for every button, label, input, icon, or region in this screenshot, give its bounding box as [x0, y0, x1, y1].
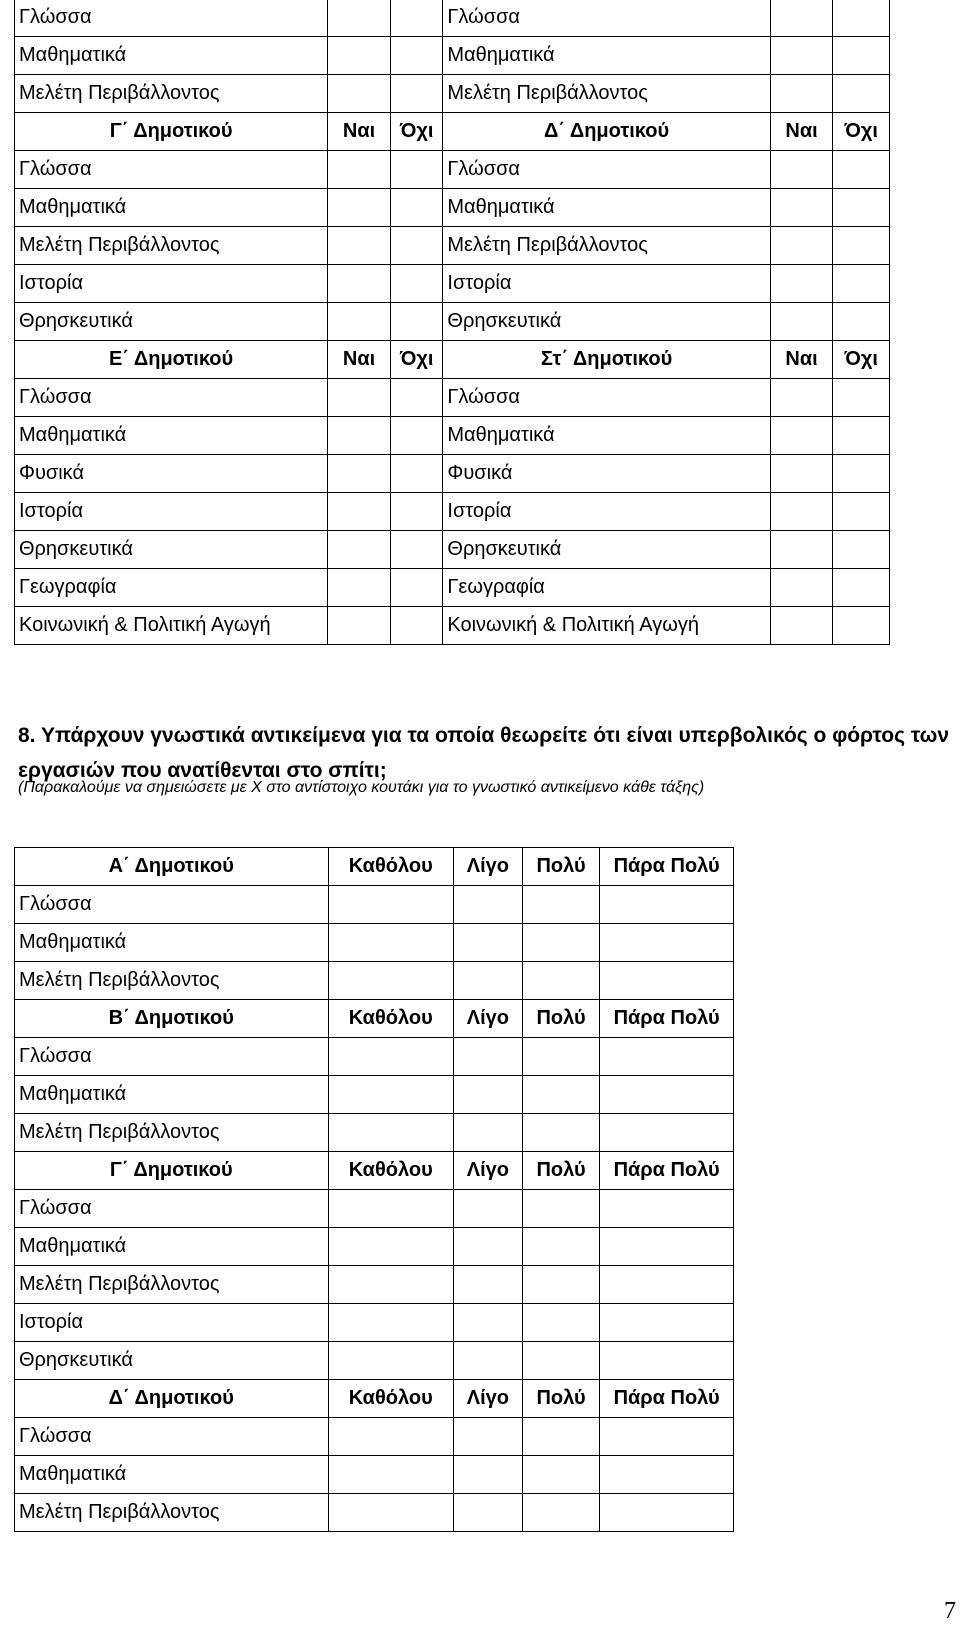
no-checkbox-cell[interactable]	[833, 455, 890, 493]
no-checkbox-cell[interactable]	[390, 531, 443, 569]
yes-checkbox-cell[interactable]	[770, 75, 833, 113]
rating-checkbox-cell[interactable]	[600, 1114, 734, 1152]
no-checkbox-cell[interactable]	[833, 0, 890, 37]
subject-label: Κοινωνική & Πολιτική Αγωγή	[15, 607, 328, 645]
rating-checkbox-cell[interactable]	[522, 1418, 599, 1456]
yes-checkbox-cell[interactable]	[770, 265, 833, 303]
rating-checkbox-cell[interactable]	[522, 1228, 599, 1266]
rating-checkbox-cell[interactable]	[522, 1038, 599, 1076]
subject-label: Γλώσσα	[15, 1418, 329, 1456]
subject-row	[15, 417, 890, 455]
subject-label: Ιστορία	[15, 1304, 329, 1342]
no-checkbox-cell[interactable]	[833, 417, 890, 455]
rating-checkbox-cell[interactable]	[453, 924, 522, 962]
grade-header: Ε΄ Δημοτικού	[15, 341, 328, 379]
rating-checkbox-cell[interactable]	[328, 1304, 453, 1342]
no-checkbox-cell[interactable]	[390, 379, 443, 417]
grade-header-row	[15, 1000, 734, 1038]
yes-checkbox-cell[interactable]	[328, 493, 391, 531]
subject-row	[15, 1494, 734, 1532]
no-checkbox-cell[interactable]	[833, 531, 890, 569]
no-header: Όχι	[833, 341, 890, 379]
rating-checkbox-cell[interactable]	[522, 1114, 599, 1152]
rating-checkbox-cell[interactable]	[600, 1342, 734, 1380]
no-checkbox-cell[interactable]	[390, 607, 443, 645]
yes-checkbox-cell[interactable]	[328, 151, 391, 189]
yes-checkbox-cell[interactable]	[770, 607, 833, 645]
rating-checkbox-cell[interactable]	[328, 1494, 453, 1532]
yes-checkbox-cell[interactable]	[770, 189, 833, 227]
question-8-note: (Παρακαλούμε να σημειώσετε με Χ στο αντίστοιχο κουτάκι για το γνωστικό αντικείμενο κάθε τάξης)	[18, 779, 705, 796]
rating-option-header: Λίγο	[453, 1152, 522, 1190]
grade-header: Δ΄ Δημοτικού	[443, 113, 770, 151]
subject-row	[15, 493, 890, 531]
yes-checkbox-cell[interactable]	[770, 303, 833, 341]
subject-label: Γλώσσα	[15, 379, 328, 417]
rating-checkbox-cell[interactable]	[328, 1190, 453, 1228]
subject-row	[15, 1114, 734, 1152]
rating-checkbox-cell[interactable]	[328, 1456, 453, 1494]
subject-label: Γλώσσα	[443, 379, 770, 417]
rating-checkbox-cell[interactable]	[328, 924, 453, 962]
grade-header: Γ΄ Δημοτικού	[15, 113, 328, 151]
no-checkbox-cell[interactable]	[390, 151, 443, 189]
yes-checkbox-cell[interactable]	[770, 569, 833, 607]
no-checkbox-cell[interactable]	[833, 75, 890, 113]
yes-checkbox-cell[interactable]	[328, 417, 391, 455]
subject-label: Γλώσσα	[15, 0, 328, 37]
no-header: Όχι	[833, 113, 890, 151]
subject-label: Ιστορία	[15, 493, 328, 531]
rating-option-header: Πολύ	[522, 1152, 599, 1190]
subject-row	[15, 37, 890, 75]
subject-row	[15, 75, 890, 113]
subject-label: Γλώσσα	[15, 1190, 329, 1228]
grade-header-row	[15, 113, 890, 151]
subject-label: Θρησκευτικά	[443, 303, 770, 341]
rating-checkbox-cell[interactable]	[522, 1456, 599, 1494]
grade-header: Δ΄ Δημοτικού	[15, 1380, 329, 1418]
rating-checkbox-cell[interactable]	[328, 1114, 453, 1152]
subject-row	[15, 379, 890, 417]
rating-checkbox-cell[interactable]	[453, 1228, 522, 1266]
subject-row	[15, 1228, 734, 1266]
yes-checkbox-cell[interactable]	[328, 75, 391, 113]
grade-header-row	[15, 1152, 734, 1190]
yes-checkbox-cell[interactable]	[770, 227, 833, 265]
yes-header: Ναι	[770, 113, 833, 151]
rating-checkbox-cell[interactable]	[522, 1190, 599, 1228]
subject-label: Μελέτη Περιβάλλοντος	[443, 75, 770, 113]
rating-option-header: Πολύ	[522, 1380, 599, 1418]
rating-checkbox-cell[interactable]	[522, 1076, 599, 1114]
rating-checkbox-cell[interactable]	[328, 1228, 453, 1266]
rating-option-header: Πάρα Πολύ	[600, 1000, 734, 1038]
subject-label: Μαθηματικά	[15, 924, 329, 962]
subject-label: Γεωγραφία	[443, 569, 770, 607]
yes-checkbox-cell[interactable]	[770, 493, 833, 531]
no-checkbox-cell[interactable]	[390, 37, 443, 75]
subject-row	[15, 1076, 734, 1114]
rating-checkbox-cell[interactable]	[328, 1266, 453, 1304]
page-number: 7	[944, 1598, 956, 1624]
no-checkbox-cell[interactable]	[390, 0, 443, 37]
grade-header: Στ΄ Δημοτικού	[443, 341, 770, 379]
subject-label: Μαθηματικά	[443, 37, 770, 75]
yes-checkbox-cell[interactable]	[328, 0, 391, 37]
subject-label: Φυσικά	[15, 455, 328, 493]
rating-checkbox-cell[interactable]	[522, 1342, 599, 1380]
no-checkbox-cell[interactable]	[390, 189, 443, 227]
rating-checkbox-cell[interactable]	[600, 1190, 734, 1228]
subject-label: Μελέτη Περιβάλλοντος	[15, 962, 329, 1000]
subject-label: Μαθηματικά	[15, 37, 328, 75]
rating-option-header: Καθόλου	[328, 1380, 453, 1418]
rating-checkbox-cell[interactable]	[453, 1076, 522, 1114]
grade-header-row	[15, 848, 734, 886]
rating-checkbox-cell[interactable]	[453, 1114, 522, 1152]
rating-option-header: Πάρα Πολύ	[600, 1380, 734, 1418]
no-header: Όχι	[390, 341, 443, 379]
rating-checkbox-cell[interactable]	[453, 962, 522, 1000]
rating-checkbox-cell[interactable]	[453, 886, 522, 924]
subject-label: Μελέτη Περιβάλλοντος	[15, 227, 328, 265]
rating-option-header: Πάρα Πολύ	[600, 1152, 734, 1190]
yes-checkbox-cell[interactable]	[328, 607, 391, 645]
subject-row	[15, 227, 890, 265]
subject-row	[15, 265, 890, 303]
rating-checkbox-cell[interactable]	[600, 1266, 734, 1304]
no-checkbox-cell[interactable]	[390, 493, 443, 531]
yes-checkbox-cell[interactable]	[770, 379, 833, 417]
rating-checkbox-cell[interactable]	[453, 1266, 522, 1304]
rating-checkbox-cell[interactable]	[453, 1038, 522, 1076]
yes-checkbox-cell[interactable]	[770, 0, 833, 37]
no-checkbox-cell[interactable]	[390, 265, 443, 303]
rating-checkbox-cell[interactable]	[328, 886, 453, 924]
subject-label: Γλώσσα	[15, 151, 328, 189]
rating-checkbox-cell[interactable]	[600, 1038, 734, 1076]
workload-rating-table	[14, 847, 734, 1532]
yes-checkbox-cell[interactable]	[328, 227, 391, 265]
subject-label: Μαθηματικά	[15, 1228, 329, 1266]
rating-option-header: Καθόλου	[328, 848, 453, 886]
subject-row	[15, 1418, 734, 1456]
subject-label: Μελέτη Περιβάλλοντος	[15, 75, 328, 113]
subject-row	[15, 189, 890, 227]
subject-label: Γλώσσα	[15, 886, 329, 924]
rating-checkbox-cell[interactable]	[600, 1494, 734, 1532]
question-8: 8. Υπάρχουν γνωστικά αντικείμενα για τα οποία θεωρείτε ότι είναι υπερβολικός ο φόρτος των εργασιών που ανατίθενται στο σπίτι;	[18, 724, 950, 782]
rating-checkbox-cell[interactable]	[600, 1076, 734, 1114]
subject-label: Μελέτη Περιβάλλοντος	[15, 1266, 329, 1304]
rating-checkbox-cell[interactable]	[600, 1228, 734, 1266]
rating-checkbox-cell[interactable]	[453, 1190, 522, 1228]
rating-option-header: Λίγο	[453, 848, 522, 886]
rating-checkbox-cell[interactable]	[600, 1304, 734, 1342]
grade-header: Α΄ Δημοτικού	[15, 848, 329, 886]
subject-label: Ιστορία	[443, 265, 770, 303]
rating-option-header: Καθόλου	[328, 1000, 453, 1038]
subject-label: Κοινωνική & Πολιτική Αγωγή	[443, 607, 770, 645]
no-checkbox-cell[interactable]	[390, 569, 443, 607]
rating-checkbox-cell[interactable]	[522, 962, 599, 1000]
rating-option-header: Καθόλου	[328, 1152, 453, 1190]
grade-header-row	[15, 1380, 734, 1418]
subject-row	[15, 1266, 734, 1304]
no-checkbox-cell[interactable]	[833, 227, 890, 265]
rating-checkbox-cell[interactable]	[453, 1304, 522, 1342]
no-checkbox-cell[interactable]	[833, 493, 890, 531]
subject-row	[15, 962, 734, 1000]
subject-label: Γεωγραφία	[15, 569, 328, 607]
subject-row	[15, 0, 890, 37]
subject-label: Μαθηματικά	[15, 417, 328, 455]
rating-checkbox-cell[interactable]	[522, 886, 599, 924]
yes-checkbox-cell[interactable]	[328, 303, 391, 341]
yes-checkbox-cell[interactable]	[770, 37, 833, 75]
subject-label: Θρησκευτικά	[15, 531, 328, 569]
rating-checkbox-cell[interactable]	[328, 962, 453, 1000]
subject-row	[15, 151, 890, 189]
rating-checkbox-cell[interactable]	[600, 924, 734, 962]
subject-row	[15, 1304, 734, 1342]
subject-row	[15, 569, 890, 607]
rating-checkbox-cell[interactable]	[600, 962, 734, 1000]
no-checkbox-cell[interactable]	[833, 379, 890, 417]
subject-row	[15, 1456, 734, 1494]
subject-row	[15, 455, 890, 493]
subject-row	[15, 303, 890, 341]
rating-checkbox-cell[interactable]	[328, 1418, 453, 1456]
yes-checkbox-cell[interactable]	[328, 569, 391, 607]
subject-label: Γλώσσα	[443, 151, 770, 189]
subject-label: Μαθηματικά	[15, 1076, 329, 1114]
no-checkbox-cell[interactable]	[833, 37, 890, 75]
rating-checkbox-cell[interactable]	[600, 1418, 734, 1456]
yes-checkbox-cell[interactable]	[770, 455, 833, 493]
subject-label: Μαθηματικά	[15, 1456, 329, 1494]
rating-checkbox-cell[interactable]	[453, 1494, 522, 1532]
yes-checkbox-cell[interactable]	[770, 417, 833, 455]
rating-option-header: Πολύ	[522, 1000, 599, 1038]
rating-checkbox-cell[interactable]	[522, 1266, 599, 1304]
rating-checkbox-cell[interactable]	[453, 1456, 522, 1494]
no-checkbox-cell[interactable]	[833, 265, 890, 303]
yes-header: Ναι	[328, 341, 391, 379]
subject-row	[15, 607, 890, 645]
no-checkbox-cell[interactable]	[390, 303, 443, 341]
rating-checkbox-cell[interactable]	[600, 886, 734, 924]
rating-option-header: Λίγο	[453, 1380, 522, 1418]
rating-checkbox-cell[interactable]	[522, 1304, 599, 1342]
rating-checkbox-cell[interactable]	[600, 1456, 734, 1494]
subject-label: Μελέτη Περιβάλλοντος	[443, 227, 770, 265]
yes-header: Ναι	[328, 113, 391, 151]
rating-checkbox-cell[interactable]	[522, 924, 599, 962]
yes-no-table	[14, 0, 890, 645]
rating-checkbox-cell[interactable]	[328, 1342, 453, 1380]
no-checkbox-cell[interactable]	[833, 189, 890, 227]
subject-label: Θρησκευτικά	[15, 1342, 329, 1380]
no-checkbox-cell[interactable]	[390, 75, 443, 113]
subject-label: Θρησκευτικά	[443, 531, 770, 569]
subject-label: Μαθηματικά	[15, 189, 328, 227]
subject-label: Ιστορία	[443, 493, 770, 531]
subject-label: Γλώσσα	[15, 1038, 329, 1076]
grade-header: Β΄ Δημοτικού	[15, 1000, 329, 1038]
subject-row	[15, 924, 734, 962]
no-checkbox-cell[interactable]	[390, 417, 443, 455]
rating-option-header: Λίγο	[453, 1000, 522, 1038]
rating-option-header: Πάρα Πολύ	[600, 848, 734, 886]
rating-checkbox-cell[interactable]	[453, 1342, 522, 1380]
subject-row	[15, 1190, 734, 1228]
no-checkbox-cell[interactable]	[833, 569, 890, 607]
grade-header-row	[15, 341, 890, 379]
rating-checkbox-cell[interactable]	[328, 1038, 453, 1076]
yes-checkbox-cell[interactable]	[328, 37, 391, 75]
subject-row	[15, 1342, 734, 1380]
subject-row	[15, 531, 890, 569]
yes-checkbox-cell[interactable]	[328, 455, 391, 493]
no-header: Όχι	[390, 113, 443, 151]
rating-checkbox-cell[interactable]	[328, 1076, 453, 1114]
subject-label: Ιστορία	[15, 265, 328, 303]
no-checkbox-cell[interactable]	[833, 151, 890, 189]
yes-checkbox-cell[interactable]	[328, 379, 391, 417]
yes-checkbox-cell[interactable]	[328, 531, 391, 569]
yes-checkbox-cell[interactable]	[328, 189, 391, 227]
rating-checkbox-cell[interactable]	[522, 1494, 599, 1532]
no-checkbox-cell[interactable]	[390, 455, 443, 493]
yes-header: Ναι	[770, 341, 833, 379]
yes-checkbox-cell[interactable]	[328, 265, 391, 303]
rating-option-header: Πολύ	[522, 848, 599, 886]
subject-label: Μαθηματικά	[443, 417, 770, 455]
no-checkbox-cell[interactable]	[833, 607, 890, 645]
subject-label: Θρησκευτικά	[15, 303, 328, 341]
yes-checkbox-cell[interactable]	[770, 531, 833, 569]
subject-row	[15, 886, 734, 924]
rating-checkbox-cell[interactable]	[453, 1418, 522, 1456]
no-checkbox-cell[interactable]	[390, 227, 443, 265]
grade-header: Γ΄ Δημοτικού	[15, 1152, 329, 1190]
subject-row	[15, 1038, 734, 1076]
subject-label: Μελέτη Περιβάλλοντος	[15, 1494, 329, 1532]
no-checkbox-cell[interactable]	[833, 303, 890, 341]
yes-checkbox-cell[interactable]	[770, 151, 833, 189]
subject-label: Μαθηματικά	[443, 189, 770, 227]
subject-label: Γλώσσα	[443, 0, 770, 37]
subject-label: Μελέτη Περιβάλλοντος	[15, 1114, 329, 1152]
subject-label: Φυσικά	[443, 455, 770, 493]
